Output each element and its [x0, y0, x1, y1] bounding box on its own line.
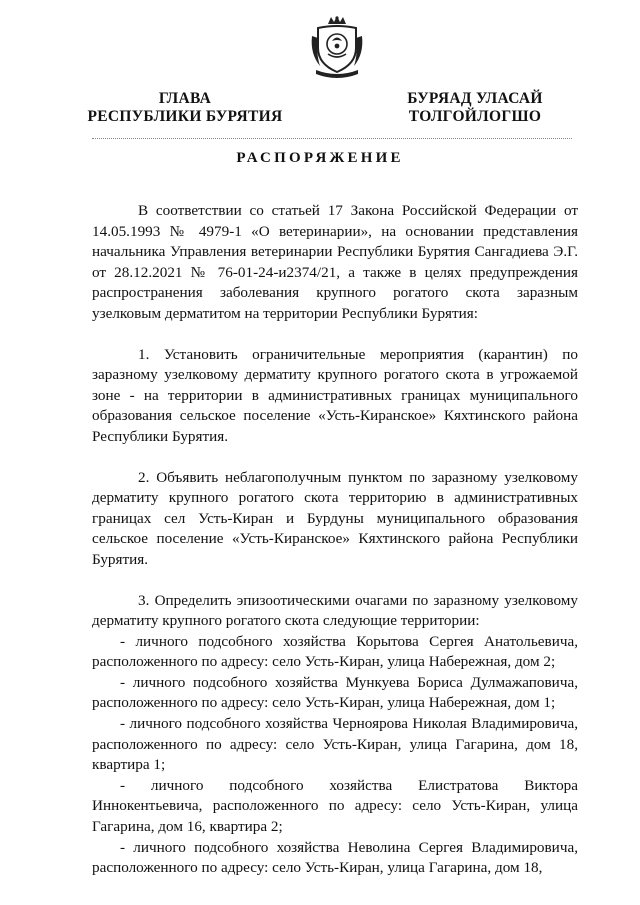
header-right-line2: ТОЛГОЙЛОГШО — [408, 108, 542, 125]
intro-paragraph: В соответствии со статьей 17 Закона Российской Федерации от 14.05.1993 № 4979-1 «О ветеринарии», на основании представления начальника Управления ветеринарии Республики Бурятия Сангадиева Э.Г. от 28.12.2021 № 76-01-24-и2374/21, а также в целях предупреждения распространения заболевания крупного рогатого скота заразным узелковым дерматитом на территории Республики Бурятия: — [92, 202, 578, 322]
header-left-line2: РЕСПУБЛИКИ БУРЯТИЯ — [87, 108, 283, 125]
header-right-line1: БУРЯАД УЛАСАЙ — [407, 90, 543, 107]
document-body — [92, 201, 578, 879]
paragraph-2: 2. Объявить неблагополучным пунктом по заразному узелковому дерматиту крупного рогатого скота территорию в административных границах сел Усть-Киран и Бурдуны муниципального образования сельское поселение «Усть-Киранское» Кяхтинского района Республики Бурятия. — [92, 468, 578, 568]
paragraph-1: 1. Установить ограничительные мероприятия (карантин) по заразному узелковому дерматиту крупного рогатого скота в угрожаемой зоне - на территории в административных границах муниципального образования сельское поселение «Усть-Киранское» Кяхтинского района Республики Бурятия. — [92, 345, 578, 445]
list-item: - личного подсобного хозяйства Елистратова Виктора Иннокентьевича, расположенного по адресу: село Усть-Киран, улица Гагарина, дом 16, квартира 2; — [92, 776, 578, 836]
list-item: - личного подсобного хозяйства Мункуева Бориса Дулмажаповича, расположенного по адресу: село Усть-Киран, улица Набережная, дом 1; — [92, 673, 578, 712]
list-item: - личного подсобного хозяйства Корытова Сергея Анатольевича, расположенного по адресу: село Усть-Киран, улица Набережная, дом 2; — [92, 632, 578, 671]
header-left — [80, 90, 290, 126]
list-item: - личного подсобного хозяйства Черноярова Николая Владимировича, расположенного по адресу: село Усть-Киран, улица Гагарина, дом 18, квартира 1; — [92, 715, 578, 774]
header-divider — [92, 138, 572, 139]
header-left-line1: ГЛАВА — [158, 90, 212, 107]
list-item: - личного подсобного хозяйства Неволина Сергея Владимировича, расположенного по адресу: село Усть-Киран, улица Гагарина, дом 18, — [92, 838, 578, 877]
header-right — [380, 90, 570, 126]
document-title: РАСПОРЯЖЕНИЕ — [236, 150, 404, 166]
paragraph-3: 3. Определить эпизоотическими очагами по заразному узелковому дерматиту крупного рогатого скота следующие территории: — [92, 591, 578, 630]
coat-of-arms-icon — [306, 14, 368, 80]
